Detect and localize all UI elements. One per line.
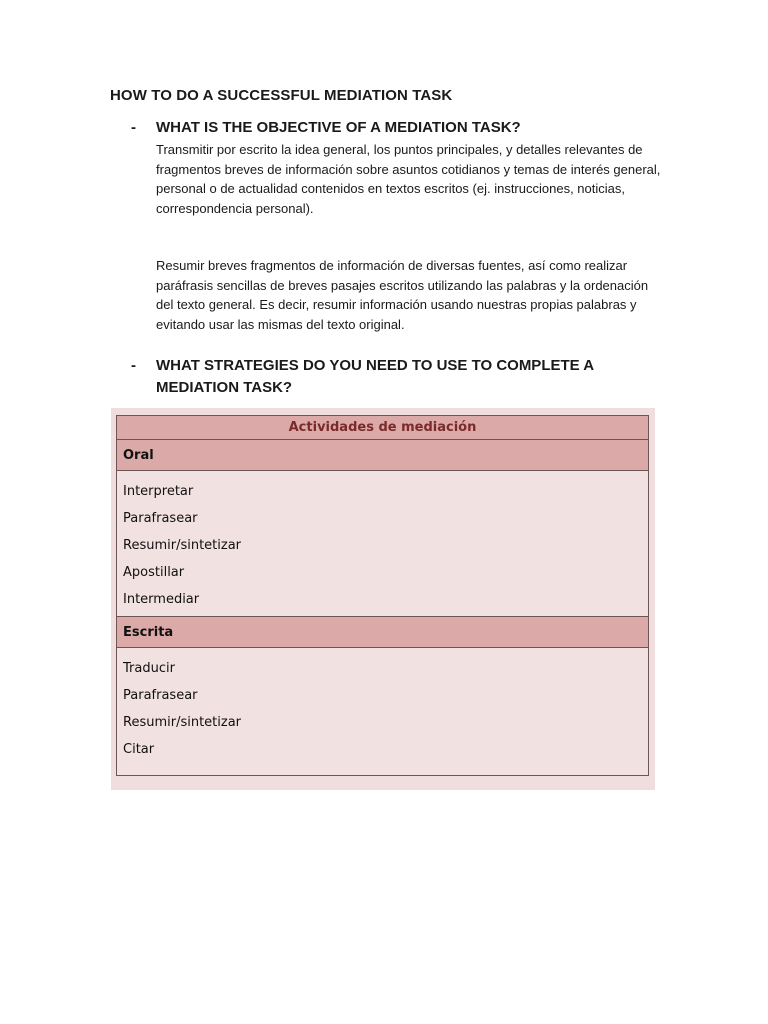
list-item: Citar [123,742,155,757]
list-item: Apostillar [123,565,185,580]
bullet-dash: - [131,357,136,374]
list-item: Interpretar [123,484,194,499]
mediation-activities-table [116,415,649,776]
group-label-escrita: Escrita [117,617,649,648]
group-list-escrita [117,648,649,776]
table-header: Actividades de mediación [117,416,649,440]
group-list-oral [117,471,649,617]
bullet-dash: - [131,119,136,136]
document-title: HOW TO DO A SUCCESSFUL MEDIATION TASK [110,87,453,104]
section1-paragraph-2: Resumir breves fragmentos de información de diversas fuentes, así como realizar paráfrasis sencillas de breves pasajes escritos utilizando las palabras y la ordenación del texto general. Es decir, resumir información usando nuestras propias palabras y evitando usar las mismas del texto original. [156,258,649,332]
list-item: Parafrasear [123,688,198,703]
group-label-oral: Oral [117,440,649,471]
list-item: Resumir/sintetizar [123,715,242,730]
list-item: Intermediar [123,592,200,607]
list-item: Resumir/sintetizar [123,538,242,553]
mediation-table-frame [111,408,655,790]
section1-heading: WHAT IS THE OBJECTIVE OF A MEDIATION TASK? [156,119,521,136]
section2-heading: WHAT STRATEGIES DO YOU NEED TO USE TO COMPLETE A MEDIATION TASK? [156,357,594,396]
list-item: Parafrasear [123,511,198,526]
list-item: Traducir [123,661,175,676]
section1-paragraph-1: Transmitir por escrito la idea general, los puntos principales, y detalles relevantes de fragmentos breves de información sobre asuntos cotidianos y temas de interés general, personal o de actualidad contenidos en textos escritos (ej. instrucciones, noticias, correspondencia personal). [156,142,661,216]
